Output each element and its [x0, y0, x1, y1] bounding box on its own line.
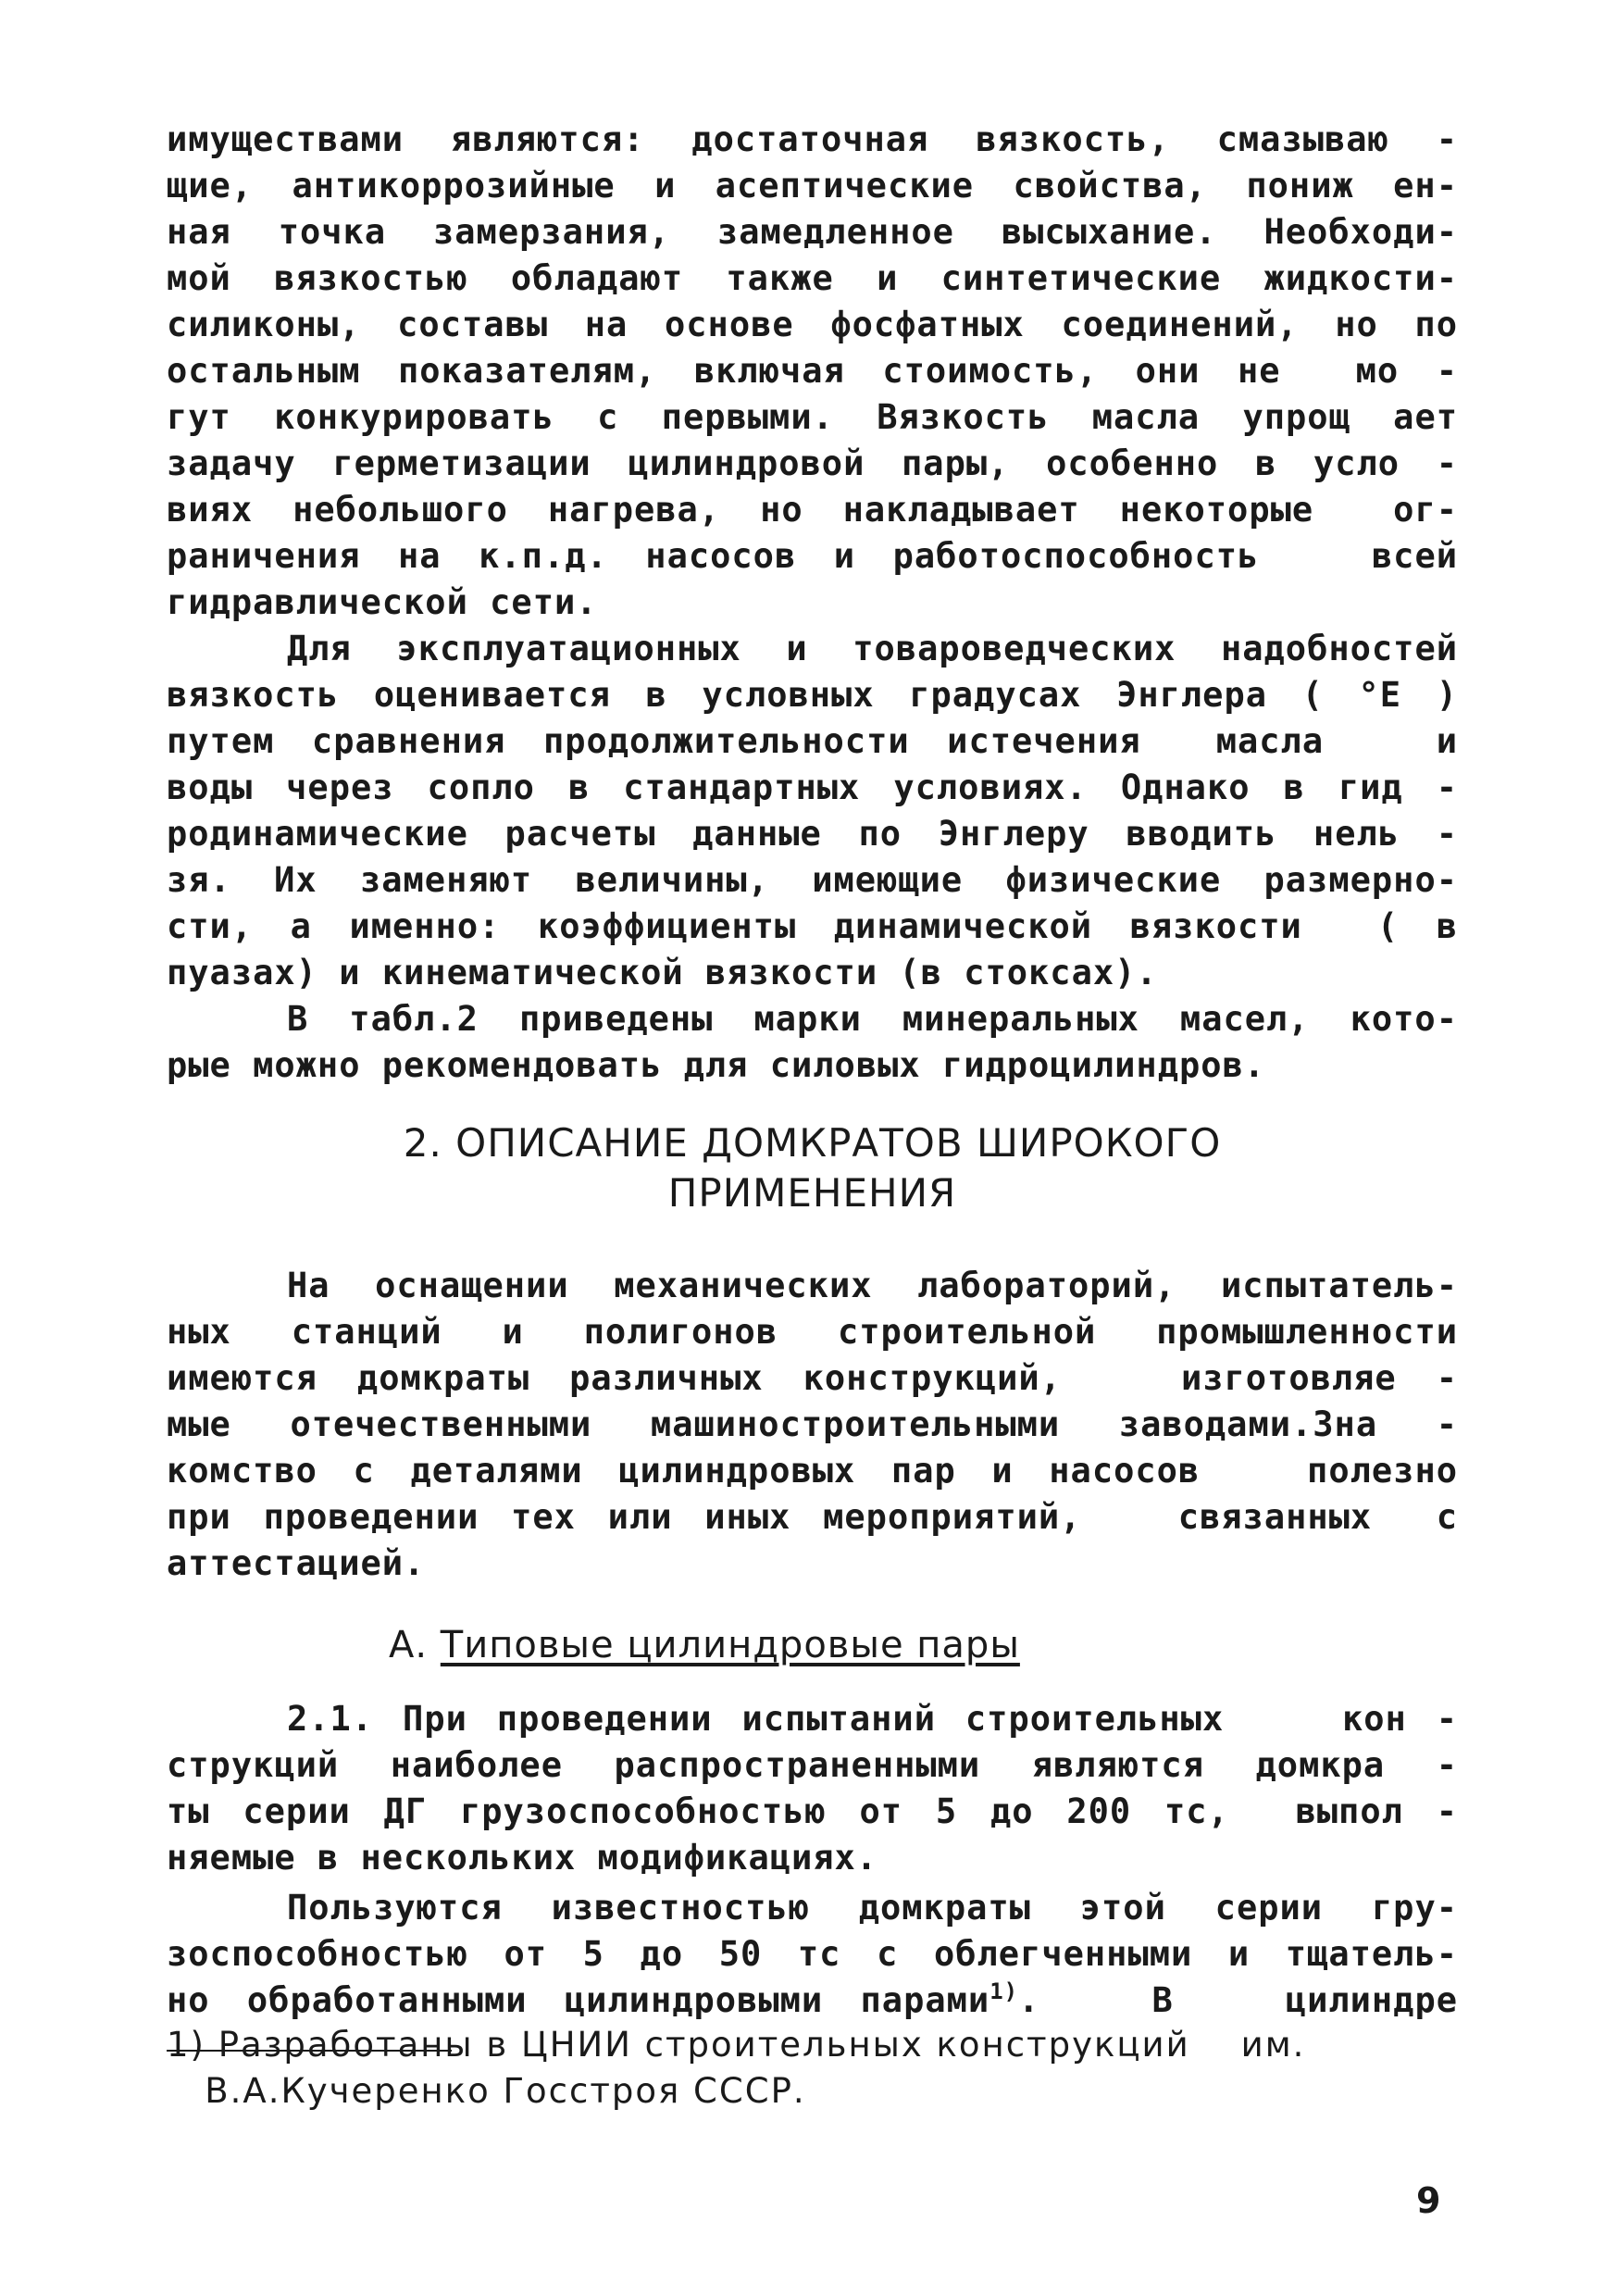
- subsection-heading: [389, 1622, 1020, 1668]
- text-line: родинамические расчеты данные по Энглеру вводить нель -: [167, 814, 1458, 854]
- text-line: зя. Их заменяют величины, имеющие физические размерно-: [167, 860, 1458, 900]
- paragraph-section-intro: [167, 1263, 1458, 1587]
- text-line: комство с деталями цилиндровых пар и насосов полезно: [167, 1451, 1458, 1491]
- footnote-line: 1) Разработаны в ЦНИИ строительных конструкций им.: [167, 2025, 1306, 2065]
- paragraph-table-reference: [167, 996, 1458, 1089]
- text-line: раничения на к.п.д. насосов и работоспособность всей: [167, 536, 1458, 576]
- text-line: гидравлической сети.: [167, 582, 598, 622]
- text-line: виях небольшого нагрева, но накладывает некоторые ог-: [167, 490, 1458, 530]
- subsection-title: Типовые цилиндровые пары: [440, 1624, 1020, 1666]
- footnote: [167, 2022, 1458, 2115]
- text-line: путем сравнения продолжительности истечения масла и: [167, 721, 1458, 761]
- subsection-letter: А.: [389, 1624, 429, 1666]
- text-line: воды через сопло в стандартных условиях. Однако в гид -: [167, 767, 1458, 807]
- text-line: ная точка замерзания, замедленное высыхание. Необходи-: [167, 212, 1458, 252]
- paragraph-engler: [167, 626, 1458, 996]
- paragraph-2-1: [167, 1696, 1458, 1881]
- footnote-marker: 1): [989, 1978, 1019, 2004]
- text-line: ты серии ДГ грузоспособностью от 5 до 200 тс, выпол -: [167, 1791, 1458, 1831]
- text-line: аттестацией.: [167, 1543, 426, 1583]
- paragraph-intro: [167, 117, 1458, 626]
- page-number: 9: [1416, 2180, 1441, 2221]
- section-heading: [167, 1118, 1458, 1218]
- text-line: зоспособностью от 5 до 50 тс с облегченными и тщатель-: [167, 1934, 1458, 1974]
- text-line: няемые в нескольких модификациях.: [167, 1838, 878, 1878]
- text-line: силиконы, составы на основе фосфатных соединений, но по: [167, 305, 1458, 344]
- text-line: гут конкурировать с первыми. Вязкость масла упрощ ает: [167, 397, 1458, 437]
- section-heading-line: ПРИМЕНЕНИЯ: [667, 1170, 957, 1216]
- footnote-line: В.А.Кучеренко Госстроя СССР.: [167, 2071, 806, 2111]
- text-line: пуазах) и кинематической вязкости (в стоксах).: [167, 953, 1158, 992]
- text-line: ных станций и полигонов строительной промышленности: [167, 1312, 1458, 1352]
- text-line: мые отечественными машиностроительными заводами.Зна -: [167, 1404, 1458, 1444]
- text-line: струкций наиболее распространенными являются домкра -: [167, 1745, 1458, 1785]
- section-heading-line: 2. ОПИСАНИЕ ДОМКРАТОВ ШИРОКОГО: [403, 1120, 1222, 1166]
- text-fragment: но обработанными цилиндровыми парами: [167, 1980, 990, 2020]
- text-fragment: . В цилиндре: [1018, 1980, 1458, 2020]
- text-line: сти, а именно: коэффициенты динамической вязкости ( в: [167, 906, 1458, 946]
- text-line: [167, 1978, 1458, 2024]
- paragraph-2-2: [167, 1885, 1458, 2024]
- text-line: при проведении тех или иных мероприятий, связанных с: [167, 1497, 1458, 1537]
- text-line: имуществами являются: достаточная вязкость, смазываю -: [167, 119, 1458, 159]
- text-line: 2.1. При проведении испытаний строительных кон -: [287, 1699, 1458, 1739]
- text-line: Для эксплуатационных и товароведческих надобностей: [287, 629, 1458, 668]
- text-line: задачу герметизации цилиндровой пары, особенно в усло -: [167, 443, 1458, 483]
- text-line: имеются домкраты различных конструкций, изготовляе -: [167, 1358, 1458, 1398]
- text-line: На оснащении механических лабораторий, испытатель-: [287, 1266, 1458, 1305]
- text-line: Пользуются известностью домкраты этой серии гру-: [287, 1888, 1458, 1928]
- text-line: щие, антикоррозийные и асептические свойства, пониж ен-: [167, 166, 1458, 206]
- text-line: мой вязкостью обладают также и синтетические жидкости-: [167, 258, 1458, 298]
- text-line: рые можно рекомендовать для силовых гидроцилиндров.: [167, 1045, 1266, 1085]
- text-line: остальным показателям, включая стоимость, они не мо -: [167, 351, 1458, 391]
- text-line: В табл.2 приведены марки минеральных масел, кото-: [287, 999, 1458, 1039]
- text-line: вязкость оценивается в условных градусах Энглера ( °Е ): [167, 675, 1458, 715]
